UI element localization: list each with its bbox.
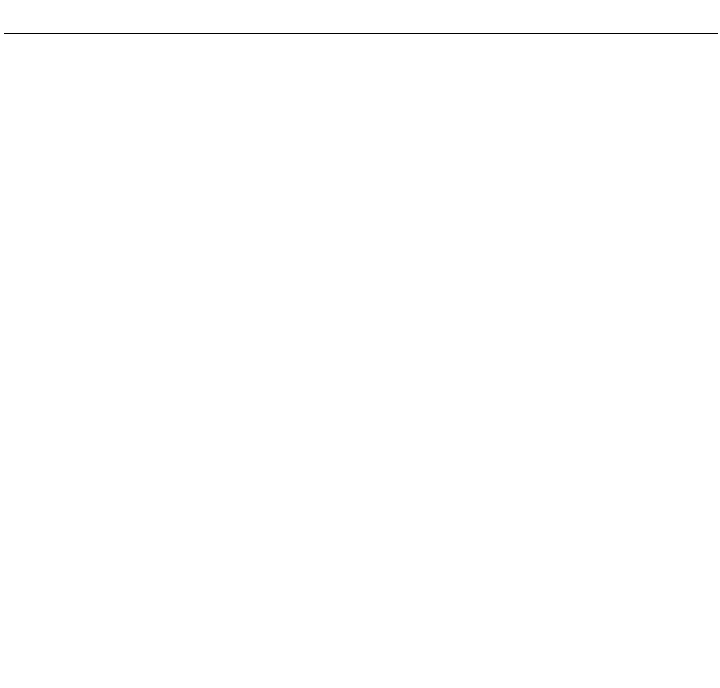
col-study-or-subgroup	[4, 17, 176, 30]
risk-ratio-text-header	[380, 4, 500, 17]
col-events-granisetron	[252, 17, 296, 30]
header-group-row	[4, 4, 714, 17]
col-total-ondansetron	[216, 17, 252, 30]
table-header	[4, 4, 718, 34]
group-header-ondansetron	[176, 4, 252, 17]
col-weight	[332, 17, 380, 30]
group-header-granisetron	[252, 4, 332, 17]
header-column-row	[4, 17, 714, 30]
col-method-text	[380, 17, 500, 30]
col-method-plot	[500, 17, 714, 30]
col-events-ondansetron	[176, 17, 216, 30]
header-spacer	[4, 4, 176, 17]
risk-ratio-plot-header	[500, 4, 714, 17]
col-total-granisetron	[296, 17, 332, 30]
